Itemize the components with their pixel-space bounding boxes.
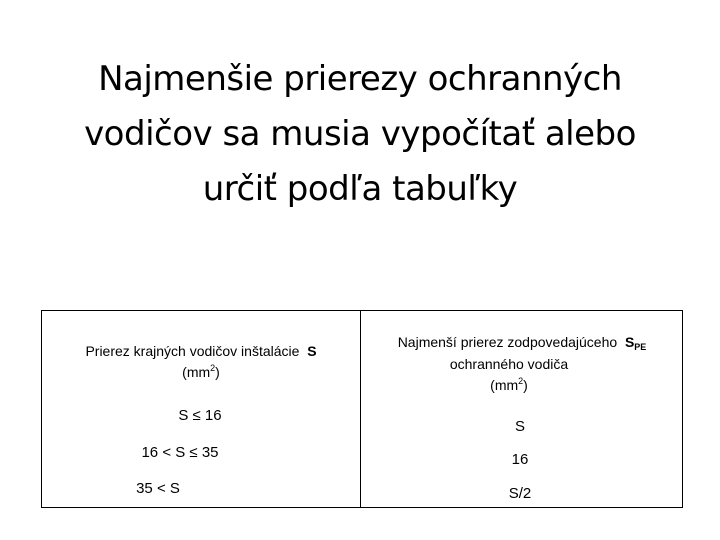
- header-left-unit-exp: 2: [210, 363, 216, 373]
- header-right-text: Najmenší prierez zodpovedajúceho: [397, 334, 618, 350]
- title-line-1: Najmenšie prierezy ochranných: [98, 59, 622, 99]
- row-1-left: S ≤ 16: [178, 407, 222, 424]
- header-left-symbol: S: [307, 343, 317, 359]
- header-right-line-2: ochranného vodiča: [449, 356, 569, 372]
- row-2-left: 16 < S ≤ 35: [141, 444, 219, 461]
- title-line-3: určiť podľa tabuľky: [202, 169, 518, 209]
- header-right-unit-open: (mm: [490, 377, 519, 393]
- slide-title: [40, 52, 680, 217]
- header-left-unit-close: ): [215, 364, 220, 380]
- header-left-unit-open: (mm: [182, 364, 211, 380]
- header-right-symbol: S: [624, 334, 635, 350]
- header-right-cell: [378, 334, 666, 394]
- row-1-right: S: [514, 418, 525, 435]
- row-3-left: 35 < S: [136, 480, 180, 497]
- header-left-text: Prierez krajných vodičov inštalácie: [85, 343, 300, 359]
- column-divider: [360, 310, 361, 508]
- row-3-right: S/2: [508, 485, 532, 502]
- header-right-unit-exp: 2: [518, 376, 524, 386]
- row-2-right: 16: [511, 451, 529, 468]
- header-left-cell: [66, 343, 336, 381]
- title-line-2: vodičov sa musia vypočítať alebo: [84, 114, 636, 154]
- header-right-symbol-sub: PE: [634, 342, 647, 352]
- header-right-unit-close: ): [523, 377, 528, 393]
